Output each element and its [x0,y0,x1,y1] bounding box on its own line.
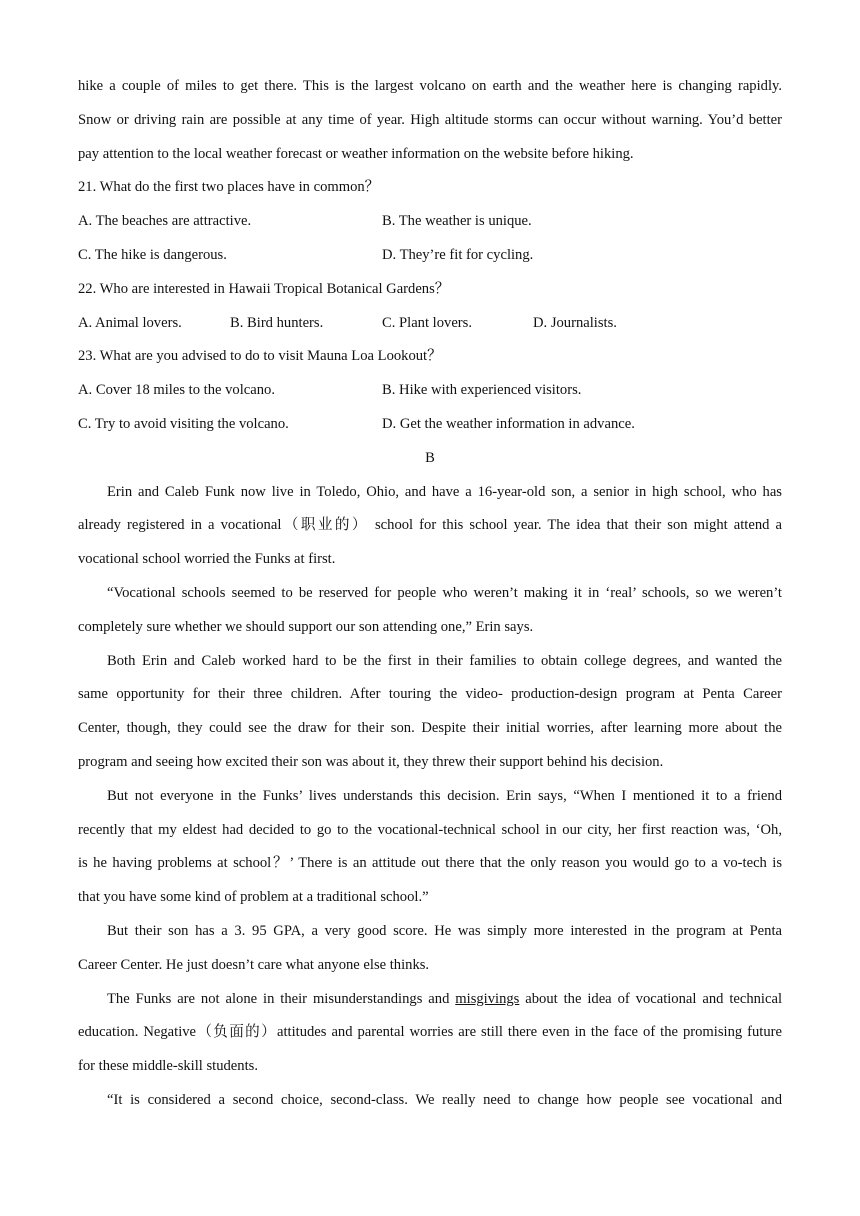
option-b: B. Bird hunters. [230,314,324,331]
question-22-stem: 22. Who are interested in Hawaii Tropical Botanical Gardens？ [78,280,450,297]
passage-line: vocational school worried the Funks at first. [78,551,336,568]
passage-line: recently that my eldest had decided to go to the vocational-technical school in our city, her first reaction was, ‘Oh, [78,821,782,838]
passage-line: Snow or driving rain are possible at any time of year. High altitude storms can occur without warning. You’d better [78,111,782,128]
passage-line: But not everyone in the Funks’ lives understands this decision. Erin says, “When I mentioned it to a friend [107,787,782,804]
question-23-stem: 23. What are you advised to do to visit Mauna Loa Lookout？ [78,348,442,365]
passage-line: that you have some kind of problem at a traditional school.” [78,889,429,906]
option-a: A. Animal lovers. [78,314,182,331]
passage-line: completely sure whether we should support our son attending one,” Erin says. [78,618,534,635]
text-run: about the idea of vocational and technical [519,990,782,1007]
question-21-stem: 21. What do the first two places have in common？ [78,179,380,196]
passage-line: for these middle-skill students. [78,1058,258,1075]
passage-line: program and seeing how excited their son was about it, they threw their support behind his decision. [78,753,664,770]
option-d: D. Journalists. [533,314,617,331]
passage-line: already registered in a vocational（职业的） school for this school year. The idea that their son might attend a [78,517,782,534]
option-c: C. The hike is dangerous. [78,246,227,263]
passage-line: Center, though, they could see the draw for their son. Despite their initial worries, after learning more about the [78,720,782,737]
question-22-options-row [78,307,782,341]
passage-line [78,983,782,1017]
passage-line: same opportunity for their three children. After touring the video- production-design program at Penta Career [78,686,782,703]
question-21-options-row-1 [78,205,782,239]
passage-line: But their son has a 3. 95 GPA, a very good score. He was simply more interested in the program at Penta [107,922,782,939]
passage-line: “Vocational schools seemed to be reserved for people who weren’t making it in ‘real’ schools, so we weren’t [107,584,782,601]
passage-line: pay attention to the local weather forecast or weather information on the website before hiking. [78,145,634,162]
question-23-options-row-2 [78,408,782,442]
document-page [78,70,782,1118]
option-d: D. They’re fit for cycling. [382,246,534,263]
passage-line: Both Erin and Caleb worked hard to be the first in their families to obtain college degrees, and wanted the [107,652,782,669]
option-b: B. Hike with experienced visitors. [382,382,582,399]
passage-line: Erin and Caleb Funk now live in Toledo, Ohio, and have a 16-year-old son, a senior in high school, who has [107,483,782,500]
option-a: A. The beaches are attractive. [78,213,252,230]
text-run: The Funks are not alone in their misunderstandings and [107,990,456,1007]
underlined-word: misgivings [455,990,520,1007]
option-d: D. Get the weather information in advance. [382,415,635,432]
option-c: C. Plant lovers. [382,314,472,331]
passage-line: hike a couple of miles to get there. This is the largest volcano on earth and the weather here is changing rapidly. [78,78,782,94]
option-b: B. The weather is unique. [382,213,532,230]
passage-line: “It is considered a second choice, second-class. We really need to change how people see vocational and [107,1091,782,1108]
passage-line: education. Negative（负面的）attitudes and parental worries are still there even in the face of the promising future [78,1024,782,1041]
question-21-options-row-2 [78,239,782,273]
section-heading: B [425,449,435,466]
option-c: C. Try to avoid visiting the volcano. [78,415,289,432]
passage-line: is he having problems at school？’ There is an attitude out there that the only reason you would go to a vo-tech is [78,855,782,872]
question-23-options-row-1 [78,374,782,408]
option-a: A. Cover 18 miles to the volcano. [78,382,275,399]
passage-line: Career Center. He just doesn’t care what anyone else thinks. [78,956,430,973]
